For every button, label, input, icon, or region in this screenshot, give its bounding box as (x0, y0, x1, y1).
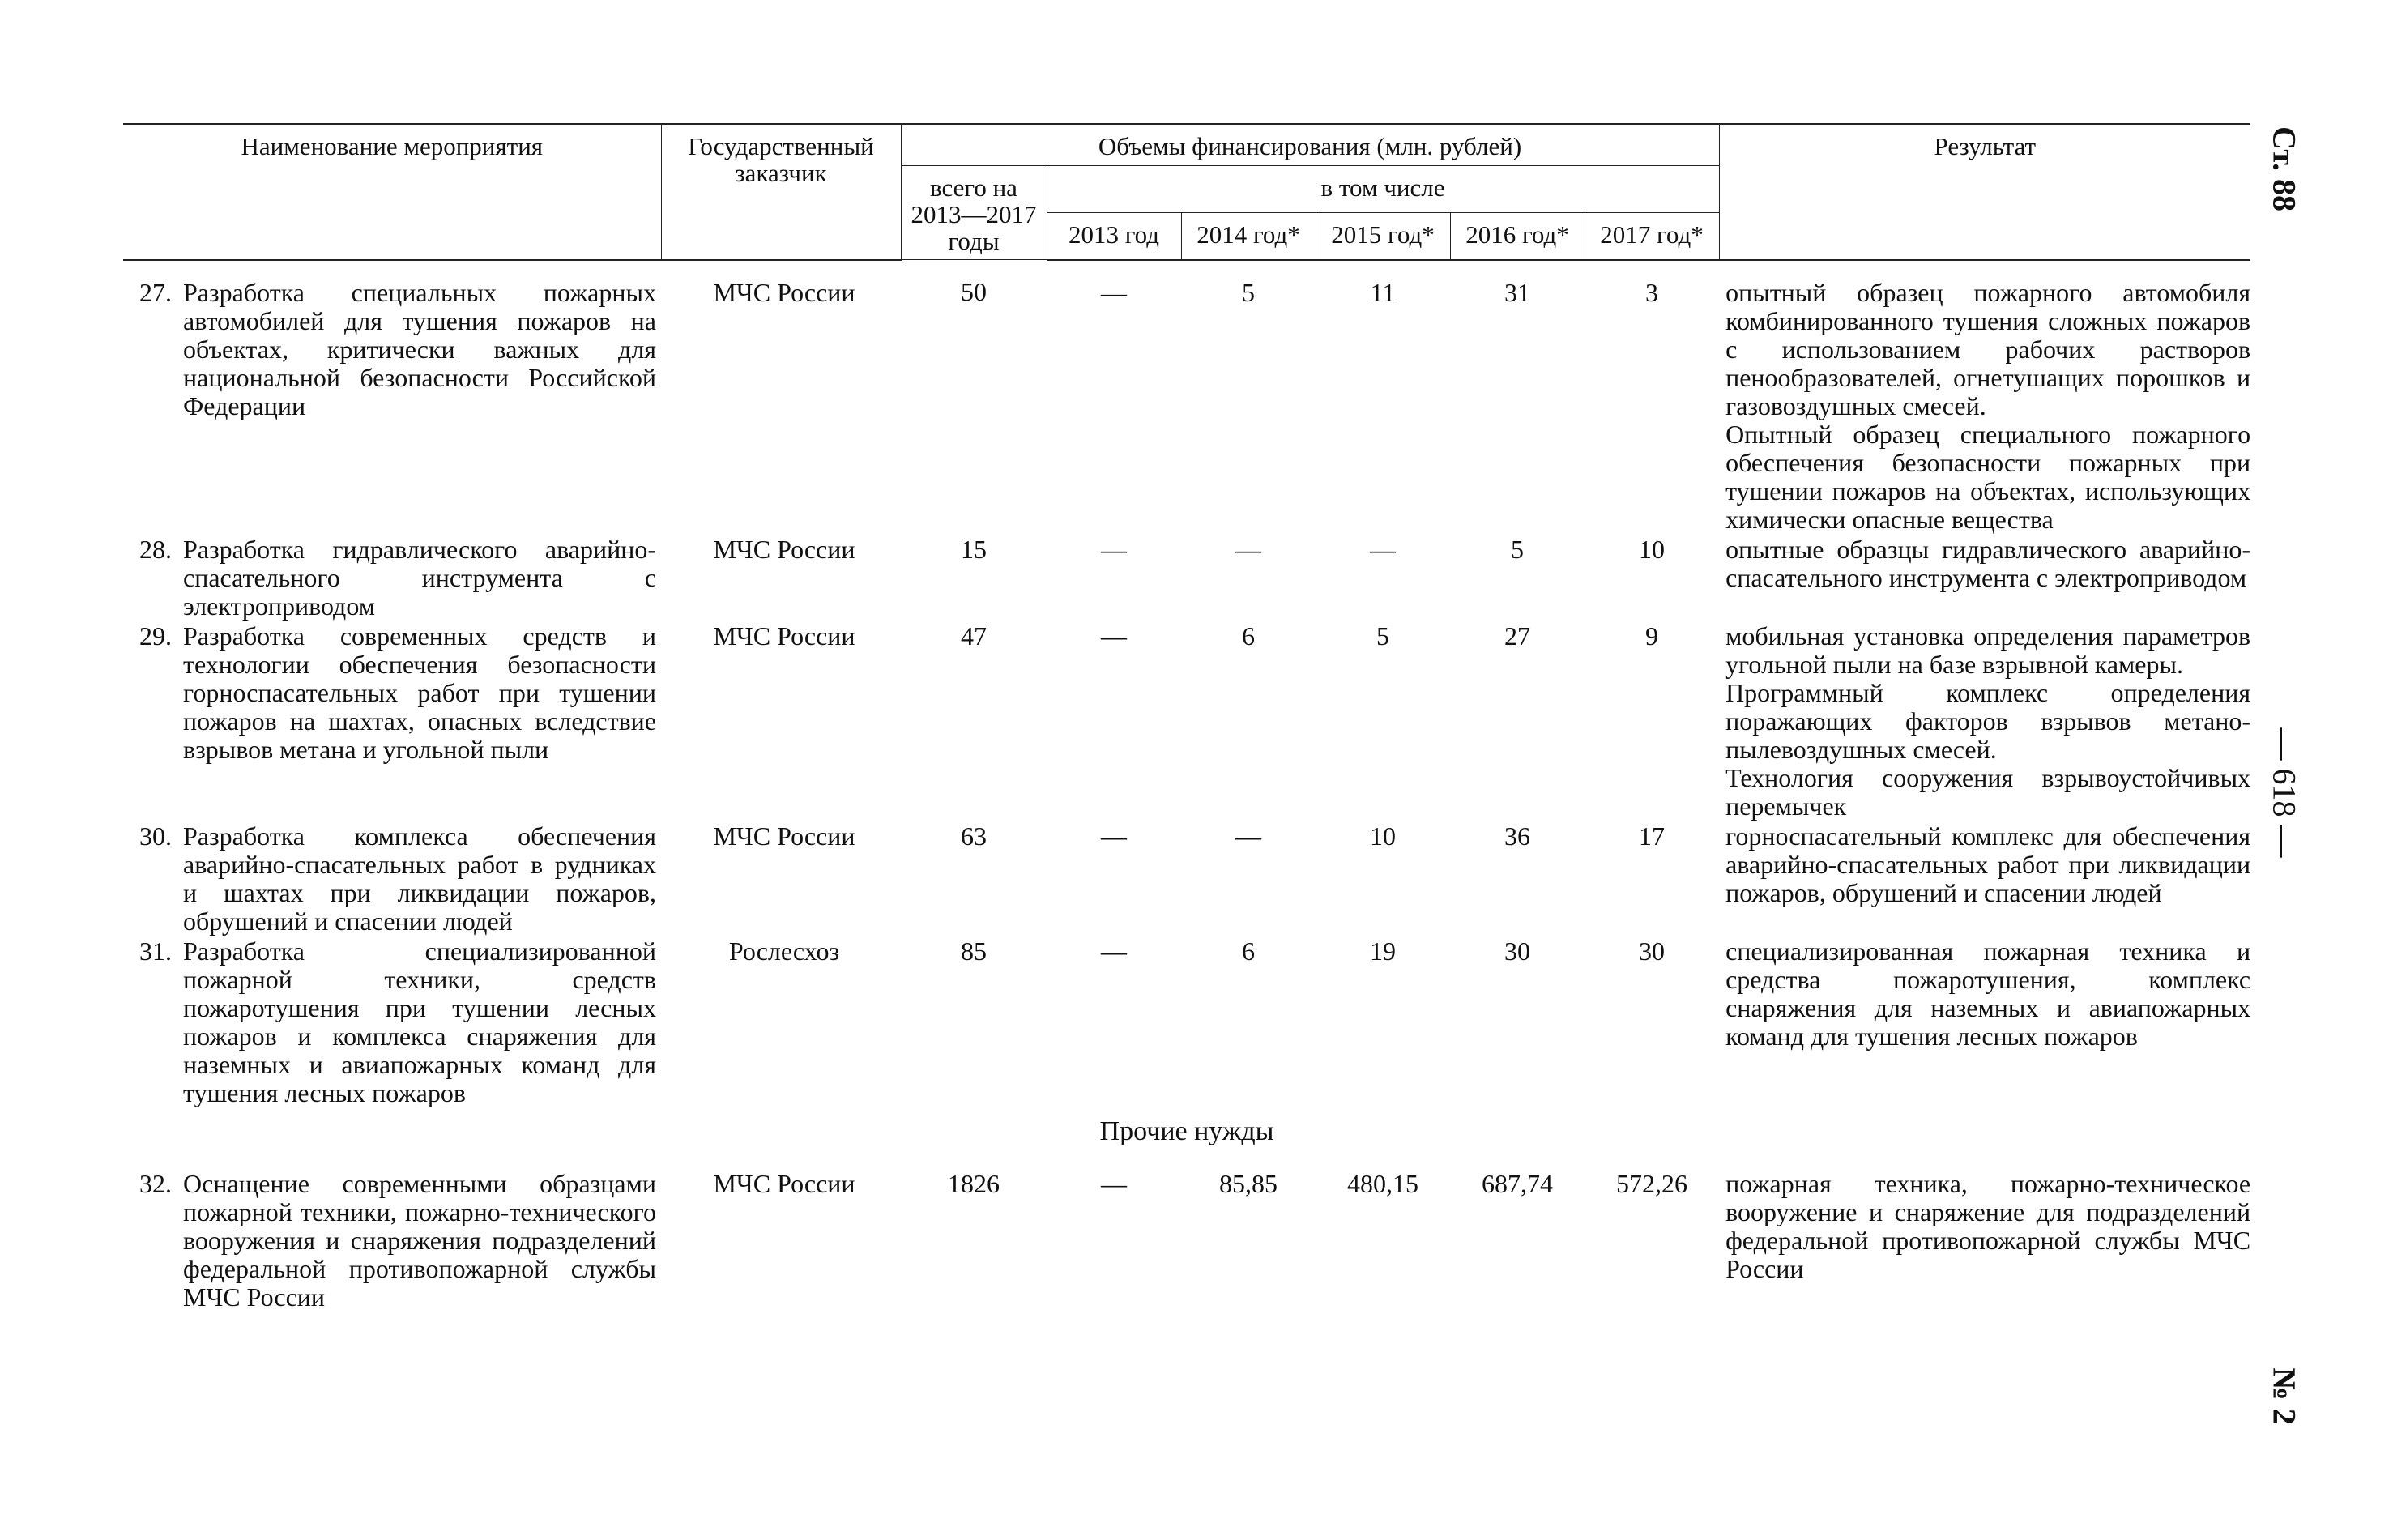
year-value-cell: — (1235, 821, 1261, 851)
result-paragraph: опытный образец пожарного автомобиля комбинированного тушения сложных пожаров с использованием рабочих растворов пенообразователей, огнетушащих порошков и газовоздушных смесей. (1725, 277, 2251, 420)
result-cell (1719, 622, 2250, 822)
year-value-cell: 10 (1370, 821, 1396, 851)
measure-cell (123, 535, 661, 622)
header-year: 2016 год* (1450, 212, 1585, 259)
header-total: всего на 2013—2017 годы (901, 166, 1047, 260)
section-row (123, 1109, 2250, 1170)
measure-name: Разработка гидравлического аварийно-спасательного инструмента с электроприводом (183, 534, 656, 621)
measure-cell (123, 822, 661, 937)
measure-cell (123, 260, 661, 535)
result-cell (1719, 822, 2250, 937)
year-value-cell: 30 (1639, 936, 1666, 966)
total-cell: 47 (961, 621, 987, 651)
table-row (123, 937, 2250, 1109)
row-number: 27. (139, 277, 172, 307)
measure-name: Разработка специальных пожарных автомобилей для тушения пожаров на объектах, критически важных для национальной безопасности Российской Федерации (183, 277, 656, 420)
result-paragraph: опытные образцы гидравлического аварийно-спасательного инструмента с электроприводом (1725, 534, 2251, 592)
year-value-cell: 3 (1645, 277, 1659, 307)
result-cell (1719, 260, 2250, 535)
financing-table (123, 123, 2250, 1313)
row-number: 29. (139, 621, 172, 651)
header-year: 2014 год* (1181, 212, 1316, 259)
customer-cell: МЧС России (713, 1168, 855, 1198)
result-paragraph: мобильная установка определения параметров угольной пыли на базе взрывной камеры. (1725, 621, 2251, 679)
customer-cell: МЧС России (713, 277, 855, 307)
measure-name: Разработка комплекса обеспечения аварийно-спасательных работ в рудниках и шахтах при ликвидации пожаров, обрушений и спасении людей (183, 821, 656, 936)
total-cell: 1826 (948, 1168, 1000, 1198)
result-paragraph: пожарная техника, пожарно-техническое вооружение и снаряжение для подразделений федеральной противопожарной службы МЧС России (1725, 1168, 2251, 1283)
year-value-cell: 31 (1504, 277, 1530, 307)
result-cell (1719, 937, 2250, 1109)
result-paragraph: специализированная пожарная техника и средства пожаротушения, комплекс снаряжения для наземных и авиапожарных команд для тушения лесных пожаров (1725, 936, 2251, 1051)
year-value-cell: 6 (1242, 621, 1255, 651)
issue-number: № 2 (2266, 1367, 2303, 1425)
year-value-cell: — (1101, 936, 1127, 966)
year-value-cell: 6 (1242, 936, 1255, 966)
measure-name: Оснащение современными образцами пожарной техники, пожарно-технического вооружения и снаряжения подразделений федеральной противопожарной службы МЧС России (183, 1168, 656, 1312)
row-number: 32. (139, 1168, 172, 1198)
section-title: Прочие нужды (1099, 1116, 1274, 1146)
header-funding: Объемы финансирования (млн. рублей) (901, 124, 1719, 166)
measure-cell (123, 1170, 661, 1313)
header-year: 2013 год (1047, 212, 1181, 259)
result-paragraph: Технология сооружения взрывоустойчивых перемычек (1725, 762, 2251, 821)
table-row (123, 1170, 2250, 1313)
customer-cell: МЧС России (713, 534, 855, 564)
year-value-cell: 9 (1645, 621, 1659, 651)
total-cell: 15 (961, 534, 987, 564)
year-value-cell: — (1101, 534, 1127, 564)
table-header (123, 124, 2250, 260)
measure-name: Разработка современных средств и технологии обеспечения безопасности горноспасательных работ при тушении пожаров на шахтах, опасных вследствие взрывов метана и угольной пыли (183, 621, 656, 764)
result-paragraph: Опытный образец специального пожарного обеспечения безопасности пожарных при тушении пожаров на объектах, использующих химически опасные вещества (1725, 419, 2251, 534)
year-value-cell: — (1370, 534, 1396, 564)
customer-cell: Рослесхоз (728, 936, 840, 966)
year-value-cell: 5 (1511, 534, 1524, 564)
measure-cell (123, 622, 661, 822)
year-value-cell: 572,26 (1616, 1168, 1688, 1198)
year-value-cell: 36 (1504, 821, 1530, 851)
row-number: 30. (139, 821, 172, 851)
result-paragraph: горноспасательный комплекс для обеспечения аварийно-спасательных работ при ликвидации пожаров, обрушений и спасении людей (1725, 821, 2251, 907)
row-number: 31. (139, 936, 172, 966)
year-value-cell: 480,15 (1347, 1168, 1418, 1198)
result-cell (1719, 1170, 2250, 1313)
header-year: 2015 год* (1316, 212, 1450, 259)
customer-cell: МЧС России (713, 821, 855, 851)
table-row (123, 260, 2250, 535)
table-row (123, 622, 2250, 822)
year-value-cell: 10 (1639, 534, 1666, 564)
measure-cell (123, 937, 661, 1109)
total-cell: 63 (961, 821, 987, 851)
page-number: — 618 — (2266, 727, 2303, 858)
result-paragraph: Программный комплекс определения поражающих факторов взрывов метано-пылевоздушных смесей. (1725, 677, 2251, 764)
result-cell (1719, 535, 2250, 622)
customer-cell: МЧС России (713, 621, 855, 651)
header-result: Результат (1719, 124, 2250, 260)
year-value-cell: 5 (1376, 621, 1389, 651)
year-value-cell: — (1101, 621, 1127, 651)
year-value-cell: 11 (1370, 277, 1396, 307)
year-value-cell: 27 (1504, 621, 1530, 651)
total-cell: 85 (961, 936, 987, 966)
table-row (123, 822, 2250, 937)
year-value-cell: 5 (1242, 277, 1255, 307)
header-including: в том числе (1047, 166, 1719, 213)
row-number: 28. (139, 534, 172, 564)
table-body (123, 260, 2250, 1313)
header-year: 2017 год* (1585, 212, 1719, 259)
header-customer: Государственный заказчик (661, 124, 901, 260)
header-name: Наименование мероприятия (123, 124, 661, 260)
year-value-cell: — (1101, 1168, 1127, 1198)
year-value-cell: 85,85 (1219, 1168, 1278, 1198)
article-number: Ст. 88 (2266, 126, 2303, 211)
table-row (123, 535, 2250, 622)
year-value-cell: 17 (1639, 821, 1666, 851)
total-cell: 50 (961, 277, 987, 306)
year-value-cell: — (1101, 277, 1127, 307)
year-value-cell: 30 (1504, 936, 1530, 966)
year-value-cell: — (1101, 821, 1127, 851)
year-value-cell: 19 (1370, 936, 1396, 966)
year-value-cell: 687,74 (1482, 1168, 1553, 1198)
year-value-cell: — (1235, 534, 1261, 564)
measure-name: Разработка специализированной пожарной техники, средств пожаротушения при тушении лесных пожаров и комплекса снаряжения для наземных и авиапожарных команд для тушения лесных пожаров (183, 936, 656, 1107)
